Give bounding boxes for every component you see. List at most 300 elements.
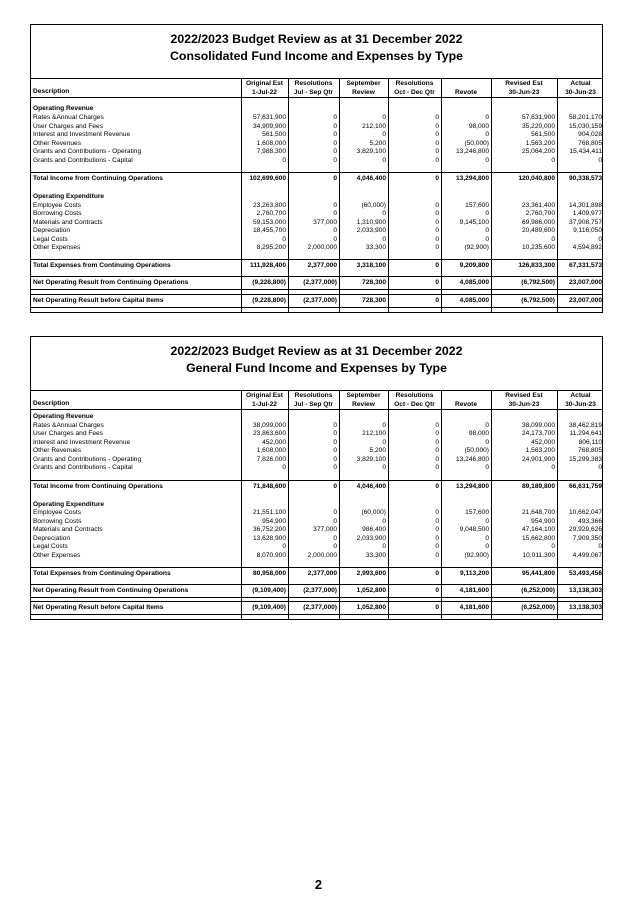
table-cell: 0 bbox=[333, 421, 337, 429]
table-cell: 0 bbox=[333, 517, 337, 525]
table-cell: 71,848,600 bbox=[252, 482, 286, 490]
consolidated-fund-table bbox=[30, 24, 603, 313]
table-cell: 29,929,626 bbox=[568, 526, 602, 533]
column-header-line1: Resolutions bbox=[395, 392, 434, 399]
table-cell: 0 bbox=[485, 543, 489, 550]
total-rule-bottom bbox=[31, 289, 602, 290]
row-label: Net Operating Result before Capital Items bbox=[33, 297, 164, 304]
table-cell: 13,246,800 bbox=[455, 455, 489, 463]
column-header bbox=[441, 392, 491, 409]
header-bottom-rule bbox=[31, 97, 602, 98]
table-cell: 126,833,300 bbox=[518, 262, 555, 269]
table-cell: 0 bbox=[435, 604, 439, 611]
table-cell: 0 bbox=[485, 235, 489, 243]
table-title bbox=[31, 31, 602, 65]
table-cell: 561,500 bbox=[531, 131, 555, 138]
table-cell: 18,455,700 bbox=[252, 227, 286, 234]
table-cell: 0 bbox=[435, 534, 439, 542]
total-rule bbox=[31, 294, 602, 295]
column-header bbox=[288, 80, 339, 97]
table-cell: 1,052,800 bbox=[356, 587, 386, 594]
section-heading: Operating Expenditure bbox=[33, 193, 105, 200]
table-cell: 0 bbox=[333, 201, 337, 209]
table-cell: (92,900) bbox=[464, 551, 489, 559]
table-cell: (9,228,800) bbox=[252, 279, 286, 286]
row-label: Legal Costs bbox=[33, 235, 68, 243]
table-cell: 212,100 bbox=[362, 430, 386, 437]
table-cell: 33,300 bbox=[365, 244, 386, 251]
table-cell: 0 bbox=[435, 297, 439, 304]
table-cell: 0 bbox=[485, 534, 489, 542]
row-label: Employee Costs bbox=[33, 201, 82, 209]
table-cell: 0 bbox=[435, 156, 439, 164]
table-cell: 954,900 bbox=[531, 517, 555, 525]
table-cell: 0 bbox=[435, 227, 439, 234]
table-cell: 90,338,573 bbox=[568, 175, 602, 182]
table-cell: 0 bbox=[435, 235, 439, 243]
table-cell: 25,064,200 bbox=[521, 148, 555, 155]
section-heading: Operating Expenditure bbox=[33, 500, 105, 508]
table-cell: 0 bbox=[435, 279, 439, 286]
table-cell: 47,164,100 bbox=[521, 526, 555, 533]
table-cell: 0 bbox=[382, 210, 386, 217]
column-header bbox=[241, 80, 288, 97]
column-header-line2: 1-Jul-22 bbox=[252, 88, 277, 96]
column-header-line2: 30-Jun-23 bbox=[565, 88, 596, 96]
table-cell: 954,900 bbox=[262, 517, 286, 525]
table-cell: 98,000 bbox=[468, 430, 489, 437]
table-cell: 561,500 bbox=[262, 131, 286, 138]
row-label: Interest and Investment Revenue bbox=[33, 131, 131, 138]
table-cell: (50,000) bbox=[464, 447, 489, 454]
table-cell: 0 bbox=[333, 148, 337, 155]
table-cell: 0 bbox=[382, 517, 386, 525]
header-top-rule bbox=[31, 78, 602, 79]
table-cell: 0 bbox=[333, 509, 337, 516]
column-header bbox=[339, 80, 388, 97]
table-cell: 0 bbox=[382, 114, 386, 121]
table-cell: 1,409,977 bbox=[572, 210, 602, 217]
table-cell: 0 bbox=[551, 235, 555, 243]
table-cell: 34,909,900 bbox=[252, 122, 286, 130]
table-cell: 0 bbox=[282, 464, 286, 471]
table-cell: 0 bbox=[382, 156, 386, 164]
row-label: Net Operating Result before Capital Items bbox=[33, 604, 164, 611]
table-cell: 2,033,900 bbox=[356, 534, 386, 542]
table-cell: 0 bbox=[333, 156, 337, 164]
table-cell: 0 bbox=[282, 156, 286, 164]
column-header-line1: September bbox=[346, 392, 381, 399]
table-cell: 0 bbox=[435, 438, 439, 446]
table-cell: 0 bbox=[333, 227, 337, 234]
table-cell: 13,138,303 bbox=[568, 604, 602, 611]
table-cell: 15,299,383 bbox=[568, 455, 602, 463]
table-cell: 0 bbox=[435, 587, 439, 594]
row-label: Total Expenses from Continuing Operations bbox=[33, 569, 171, 577]
table-cell: 1,563,200 bbox=[525, 447, 555, 454]
row-label: Materials and Contracts bbox=[33, 526, 103, 533]
table-cell: 0 bbox=[382, 421, 386, 429]
table-cell: 2,760,700 bbox=[525, 210, 555, 217]
table-cell: 7,909,350 bbox=[572, 534, 602, 542]
column-header-description: Description bbox=[33, 88, 70, 95]
table-cell: 0 bbox=[333, 139, 337, 147]
table-cell: 0 bbox=[435, 201, 439, 209]
table-cell: 2,993,600 bbox=[356, 569, 386, 577]
column-header bbox=[491, 80, 557, 97]
table-cell: 10,235,600 bbox=[521, 244, 555, 251]
table-cell: (6,792,500) bbox=[521, 297, 555, 304]
table-cell: (2,377,000) bbox=[303, 279, 337, 286]
row-label: Employee Costs bbox=[33, 509, 82, 516]
table-cell: 0 bbox=[551, 543, 555, 550]
table-cell: 0 bbox=[598, 156, 602, 164]
table-cell: 89,189,800 bbox=[521, 482, 555, 490]
table-cell: 0 bbox=[382, 235, 386, 243]
table-cell: 13,294,800 bbox=[455, 175, 489, 182]
table-cell: 0 bbox=[435, 551, 439, 559]
table-cell: 0 bbox=[435, 218, 439, 226]
table-cell: 2,760,700 bbox=[256, 210, 286, 217]
table-cell: 493,366 bbox=[578, 517, 602, 525]
total-rule-bottom bbox=[31, 307, 602, 308]
table-cell: (60,000) bbox=[361, 509, 386, 516]
table-cell: 0 bbox=[333, 122, 337, 130]
header-top-rule bbox=[31, 390, 602, 391]
table-cell: 0 bbox=[485, 227, 489, 234]
column-header bbox=[241, 392, 288, 409]
table-cell: 66,631,759 bbox=[568, 482, 602, 490]
table-cell: 0 bbox=[435, 517, 439, 525]
table-cell: 4,181,600 bbox=[459, 587, 489, 594]
general-fund-table bbox=[30, 336, 603, 620]
total-rule bbox=[31, 259, 602, 260]
table-cell: 95,441,800 bbox=[521, 569, 555, 577]
table-cell: 38,099,000 bbox=[521, 421, 555, 429]
table-cell: 0 bbox=[333, 543, 337, 550]
table-cell: 0 bbox=[333, 235, 337, 243]
column-header bbox=[288, 392, 339, 409]
column-header-line1: Actual bbox=[570, 80, 591, 87]
row-label: Total Income from Continuing Operations bbox=[33, 482, 163, 490]
table-cell: 102,699,600 bbox=[249, 175, 286, 182]
column-header-line1: Original Est bbox=[245, 392, 283, 399]
row-label: Other Expenses bbox=[33, 551, 81, 559]
table-cell: (92,900) bbox=[464, 244, 489, 251]
column-header bbox=[388, 80, 441, 97]
table-cell: (50,000) bbox=[464, 139, 489, 147]
table-cell: 9,048,500 bbox=[459, 526, 489, 533]
column-header bbox=[557, 80, 604, 97]
row-label: Borrowing Costs bbox=[33, 210, 82, 217]
table-cell: 0 bbox=[333, 210, 337, 217]
table-cell: 0 bbox=[333, 114, 337, 121]
table-cell: 1,052,800 bbox=[356, 604, 386, 611]
row-label: Other Revenues bbox=[33, 139, 82, 147]
table-cell: 0 bbox=[435, 569, 439, 577]
table-cell: 0 bbox=[435, 131, 439, 138]
total-rule bbox=[31, 480, 602, 481]
table-cell: 0 bbox=[282, 543, 286, 550]
column-header-line2: Oct - Dec Qtr bbox=[394, 88, 435, 96]
table-cell: 4,594,892 bbox=[572, 244, 602, 251]
table-cell: 452,000 bbox=[531, 438, 555, 446]
table-cell: 0 bbox=[333, 455, 337, 463]
table-cell: 0 bbox=[485, 114, 489, 121]
row-label: Total Expenses from Continuing Operations bbox=[33, 262, 171, 269]
table-cell: (9,109,400) bbox=[252, 604, 286, 611]
table-cell: 0 bbox=[485, 156, 489, 164]
table-cell: 0 bbox=[485, 464, 489, 471]
table-cell: 0 bbox=[382, 543, 386, 550]
table-cell: (9,228,800) bbox=[252, 297, 286, 304]
table-cell: 0 bbox=[435, 509, 439, 516]
table-cell: (2,377,000) bbox=[303, 297, 337, 304]
table-cell: 0 bbox=[435, 175, 439, 182]
column-header-line1: Revised Est bbox=[505, 80, 543, 87]
table-cell: 5,200 bbox=[369, 447, 386, 454]
table-cell: 0 bbox=[333, 447, 337, 454]
table-cell: 13,138,303 bbox=[568, 587, 602, 594]
table-cell: (2,377,000) bbox=[303, 604, 337, 611]
row-label: Borrowing Costs bbox=[33, 517, 82, 525]
table-cell: 23,263,800 bbox=[252, 201, 286, 209]
table-cell: 0 bbox=[485, 210, 489, 217]
table-cell: 24,173,700 bbox=[521, 430, 555, 437]
table-cell: 0 bbox=[435, 526, 439, 533]
table-cell: 0 bbox=[435, 210, 439, 217]
column-header-description: Description bbox=[33, 400, 70, 407]
page-number: 2 bbox=[314, 877, 323, 892]
table-cell: 111,928,400 bbox=[250, 262, 286, 269]
table-cell: 69,986,000 bbox=[521, 218, 555, 226]
table-cell: 4,046,400 bbox=[356, 175, 386, 182]
column-header-line2: Jul - Sep Qtr bbox=[293, 400, 334, 408]
table-cell: 0 bbox=[435, 543, 439, 550]
table-cell: (60,000) bbox=[361, 201, 386, 209]
table-cell: 53,493,456 bbox=[568, 569, 602, 577]
table-cell: 768,805 bbox=[578, 447, 602, 454]
table-cell: 11,294,641 bbox=[569, 430, 602, 437]
table-cell: 0 bbox=[598, 235, 602, 243]
total-rule-bottom bbox=[31, 597, 602, 598]
table-cell: 0 bbox=[435, 447, 439, 454]
table-title-line2: Consolidated Fund Income and Expenses by Type bbox=[170, 49, 463, 63]
table-title-line2: General Fund Income and Expenses by Type bbox=[186, 361, 447, 375]
row-label: Materials and Contracts bbox=[33, 218, 103, 226]
table-cell: (2,377,000) bbox=[303, 587, 337, 594]
table-cell: 9,209,800 bbox=[459, 262, 489, 269]
table-cell: 728,300 bbox=[362, 297, 386, 304]
table-cell: 0 bbox=[333, 464, 337, 471]
table-cell: 10,011,300 bbox=[522, 551, 555, 559]
table-cell: 0 bbox=[435, 464, 439, 471]
table-cell: (6,252,000) bbox=[521, 604, 555, 611]
table-cell: 0 bbox=[485, 517, 489, 525]
table-cell: 4,499,067 bbox=[572, 551, 602, 559]
table-cell: 57,631,900 bbox=[252, 114, 286, 121]
table-cell: 0 bbox=[382, 464, 386, 471]
table-cell: 0 bbox=[435, 421, 439, 429]
row-label: User Charges and Fees bbox=[33, 122, 104, 130]
column-header bbox=[557, 392, 604, 409]
total-rule bbox=[31, 276, 602, 277]
table-cell: 1,608,000 bbox=[256, 139, 286, 147]
table-cell: 67,331,573 bbox=[568, 262, 602, 269]
table-cell: (6,792,500) bbox=[521, 279, 555, 286]
total-rule bbox=[31, 567, 602, 568]
table-cell: 0 bbox=[435, 482, 439, 490]
row-label: Depreciation bbox=[33, 227, 71, 234]
table-cell: 9,145,100 bbox=[459, 218, 489, 226]
table-cell: 120,040,800 bbox=[518, 175, 555, 182]
row-label: Legal Costs bbox=[33, 543, 68, 550]
table-cell: 0 bbox=[485, 421, 489, 429]
table-cell: 23,863,600 bbox=[252, 430, 286, 437]
table-cell: 157,600 bbox=[465, 509, 489, 516]
total-rule-bottom bbox=[31, 614, 602, 615]
table-cell: 3,829,100 bbox=[356, 455, 386, 463]
table-cell: 23,007,000 bbox=[568, 297, 602, 304]
row-label: Other Revenues bbox=[33, 447, 82, 454]
column-header-line2: Jul - Sep Qtr bbox=[293, 88, 334, 96]
column-header bbox=[339, 392, 388, 409]
table-cell: 7,826,000 bbox=[256, 455, 286, 463]
table-cell: 212,100 bbox=[362, 122, 386, 130]
table-cell: 0 bbox=[333, 534, 337, 542]
table-cell: 4,181,600 bbox=[459, 604, 489, 611]
table-cell: 33,300 bbox=[365, 551, 386, 559]
column-header-line2: Revote bbox=[455, 88, 477, 96]
table-cell: 9,116,050 bbox=[573, 227, 602, 234]
table-cell: 904,028 bbox=[578, 131, 602, 138]
column-header-line1: Original Est bbox=[245, 80, 283, 87]
table-cell: 14,301,898 bbox=[568, 201, 602, 209]
table-cell: (9,109,400) bbox=[252, 587, 286, 594]
table-cell: 0 bbox=[333, 131, 337, 138]
table-cell: 0 bbox=[333, 482, 337, 490]
table-cell: 13,628,900 bbox=[252, 534, 286, 542]
row-label: Rates &Annual Charges bbox=[33, 421, 104, 429]
table-cell: 23,007,000 bbox=[568, 279, 602, 286]
total-rule bbox=[31, 601, 602, 602]
row-label: Grants and Contributions - Operating bbox=[33, 148, 142, 155]
column-header bbox=[491, 392, 557, 409]
table-cell: 57,631,900 bbox=[521, 114, 555, 121]
column-header-line2: 30-Jun-23 bbox=[508, 400, 540, 408]
table-cell: 4,046,400 bbox=[356, 482, 386, 490]
column-header-line1 bbox=[441, 80, 491, 89]
row-label: Interest and Investment Revenue bbox=[33, 438, 131, 446]
table-cell: 9,113,200 bbox=[460, 569, 489, 577]
column-header bbox=[441, 80, 491, 97]
table-cell: 1,608,000 bbox=[256, 447, 286, 454]
table-cell: 38,462,819 bbox=[568, 421, 602, 429]
table-cell: 7,988,300 bbox=[256, 148, 286, 155]
table-cell: 37,908,757 bbox=[568, 218, 602, 226]
table-cell: 3,829,100 bbox=[356, 148, 386, 155]
table-cell: 21,551,100 bbox=[252, 509, 286, 516]
column-header-line1: September bbox=[346, 80, 381, 87]
table-cell: 23,361,400 bbox=[521, 201, 555, 209]
table-cell: 0 bbox=[435, 139, 439, 147]
table-cell: 10,662,047 bbox=[568, 509, 602, 516]
table-cell: 986,400 bbox=[362, 526, 386, 533]
row-label: Net Operating Result from Continuing Operations bbox=[33, 279, 189, 286]
table-cell: 38,099,000 bbox=[252, 421, 286, 429]
table-cell: 0 bbox=[435, 244, 439, 251]
table-cell: 0 bbox=[435, 430, 439, 437]
table-cell: 377,000 bbox=[313, 218, 337, 226]
table-cell: 0 bbox=[551, 464, 555, 471]
column-header-line2: 1-Jul-22 bbox=[252, 400, 277, 408]
table-cell: 0 bbox=[435, 114, 439, 121]
table-cell: 21,648,700 bbox=[521, 509, 555, 516]
table-cell: 0 bbox=[282, 235, 286, 243]
table-cell: 8,295,200 bbox=[256, 244, 286, 251]
column-header-line1: Resolutions bbox=[395, 80, 434, 87]
section-heading: Operating Revenue bbox=[33, 413, 94, 420]
column-header-line1: Actual bbox=[570, 392, 591, 399]
table-cell: 0 bbox=[551, 156, 555, 164]
table-cell: 35,220,000 bbox=[521, 122, 555, 130]
table-title bbox=[31, 343, 602, 377]
table-cell: 59,153,000 bbox=[252, 218, 286, 226]
column-header-line1: Revised Est bbox=[505, 392, 543, 399]
table-cell: 0 bbox=[435, 455, 439, 463]
table-cell: 8,070,900 bbox=[256, 551, 286, 559]
table-cell: 2,377,000 bbox=[307, 262, 337, 269]
section-heading: Operating Revenue bbox=[33, 105, 94, 112]
row-label: Net Operating Result from Continuing Operations bbox=[33, 587, 189, 594]
row-label: Grants and Contributions - Capital bbox=[33, 156, 133, 164]
column-header-line2: 30-Jun-23 bbox=[508, 88, 540, 96]
table-cell: 98,000 bbox=[468, 122, 489, 130]
table-cell: 0 bbox=[333, 430, 337, 437]
table-cell: 4,085,000 bbox=[459, 279, 489, 286]
row-label: Rates &Annual Charges bbox=[33, 114, 104, 121]
column-header-line1: Resolutions bbox=[294, 392, 333, 399]
table-cell: 0 bbox=[382, 131, 386, 138]
total-rule bbox=[31, 584, 602, 585]
table-cell: 2,033,900 bbox=[356, 227, 386, 234]
table-cell: 1,310,900 bbox=[356, 218, 386, 226]
table-cell: 2,000,000 bbox=[307, 551, 337, 559]
table-cell: 0 bbox=[485, 131, 489, 138]
table-cell: 806,110 bbox=[578, 438, 602, 446]
column-header bbox=[388, 392, 441, 409]
table-cell: 452,000 bbox=[262, 438, 286, 446]
table-cell: 3,318,100 bbox=[356, 262, 386, 269]
column-header-line2: 30-Jun-23 bbox=[565, 400, 596, 408]
table-cell: 157,600 bbox=[465, 201, 489, 209]
row-label: Depreciation bbox=[33, 534, 71, 542]
table-cell: 58,201,170 bbox=[568, 114, 602, 121]
table-cell: 768,805 bbox=[578, 139, 602, 147]
table-cell: 0 bbox=[382, 438, 386, 446]
table-cell: 15,030,159 bbox=[568, 122, 602, 130]
row-label: Total Income from Continuing Operations bbox=[33, 175, 163, 182]
table-cell: 1,563,200 bbox=[525, 139, 555, 147]
table-cell: 0 bbox=[435, 148, 439, 155]
row-label: User Charges and Fees bbox=[33, 430, 104, 437]
table-cell: 36,752,200 bbox=[252, 526, 286, 533]
row-label: Grants and Contributions - Capital bbox=[33, 464, 133, 471]
table-cell: 0 bbox=[598, 543, 602, 550]
table-cell: 0 bbox=[435, 262, 439, 269]
row-label: Other Expenses bbox=[33, 244, 81, 251]
table-cell: 0 bbox=[598, 464, 602, 471]
